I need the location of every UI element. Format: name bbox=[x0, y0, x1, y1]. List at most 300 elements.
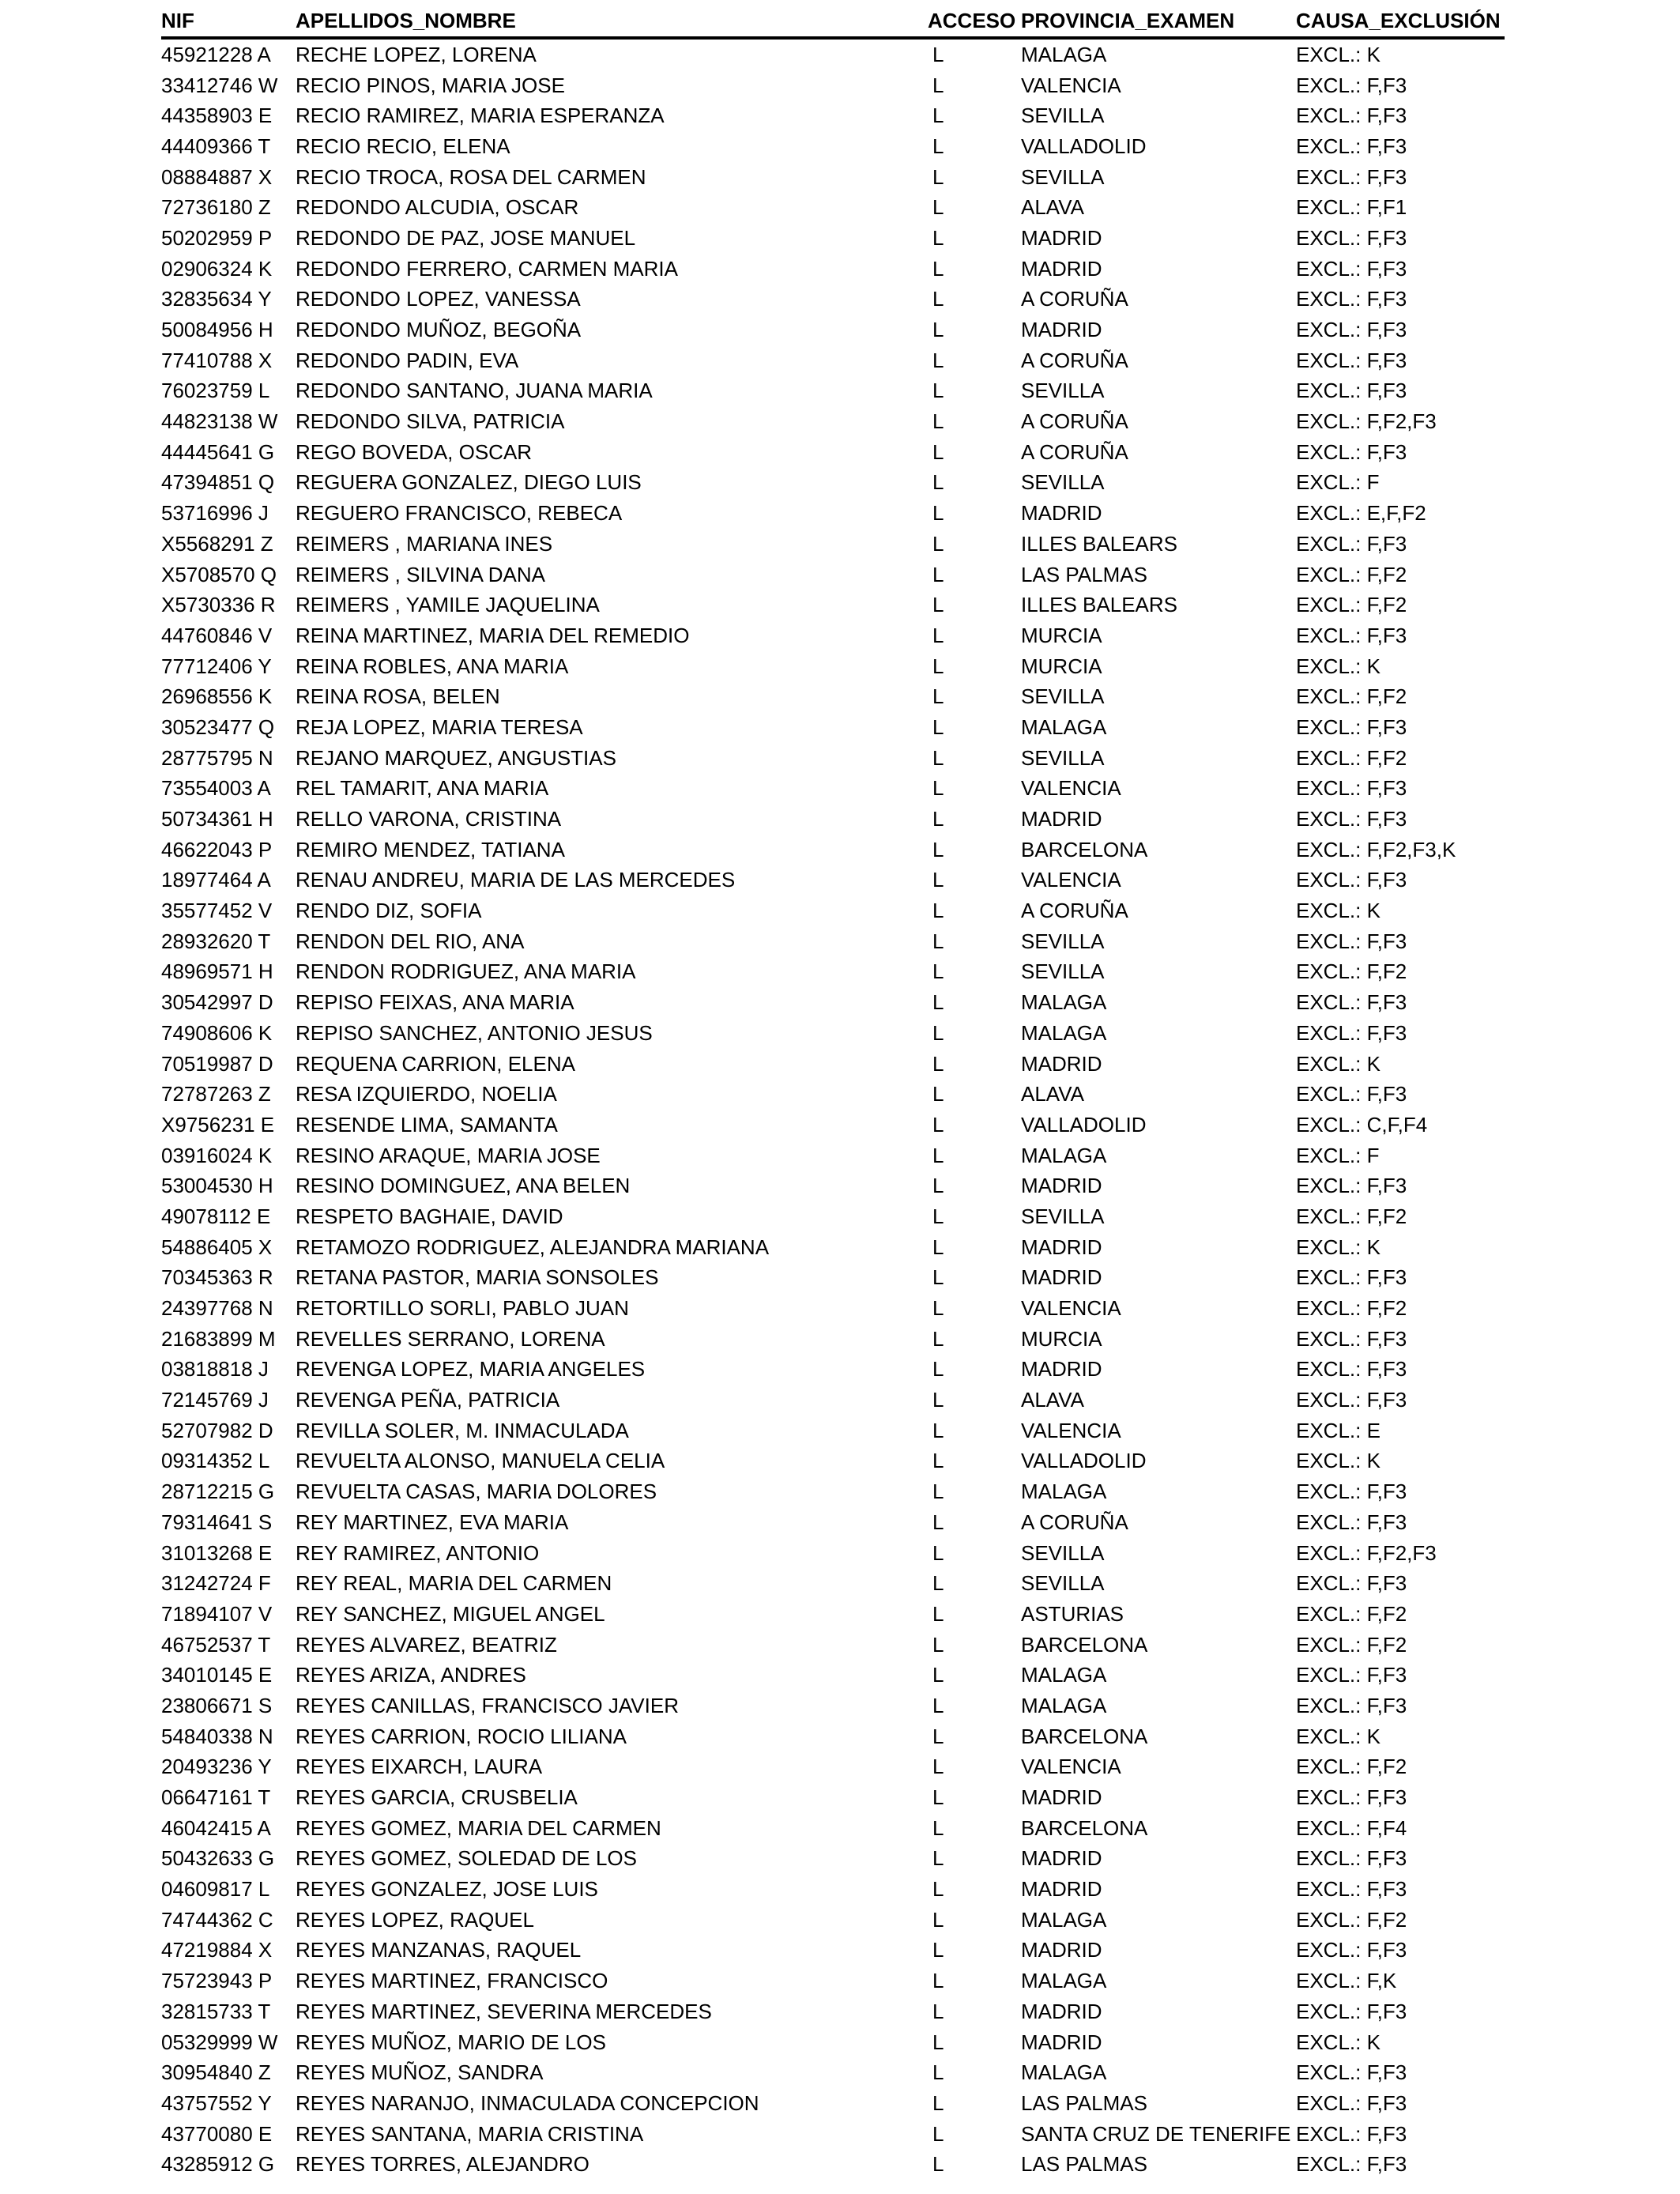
table-row bbox=[161, 192, 1505, 223]
cell-acceso: L bbox=[932, 1999, 944, 2023]
cell-acceso: L bbox=[932, 807, 944, 831]
cell-acceso: L bbox=[932, 929, 944, 953]
cell-nif: 30542997 D bbox=[161, 990, 273, 1015]
table-row bbox=[161, 2027, 1505, 2058]
cell-apellidos-nombre: RECIO RAMIREZ, MARIA ESPERANZA bbox=[296, 104, 665, 128]
cell-causa-exclusion: EXCL.: C,F,F4 bbox=[1296, 1112, 1428, 1137]
cell-provincia-examen: MURCIA bbox=[1021, 1326, 1102, 1351]
cell-nif: 71894107 V bbox=[161, 1601, 273, 1626]
cell-causa-exclusion: EXCL.: F,F3 bbox=[1296, 868, 1407, 892]
cell-acceso: L bbox=[932, 1357, 944, 1382]
table-row bbox=[161, 1324, 1505, 1355]
cell-apellidos-nombre: REPISO FEIXAS, ANA MARIA bbox=[296, 990, 574, 1015]
cell-apellidos-nombre: REY REAL, MARIA DEL CARMEN bbox=[296, 1571, 612, 1596]
cell-nif: 28775795 N bbox=[161, 745, 273, 770]
cell-apellidos-nombre: REVENGA LOPEZ, MARIA ANGELES bbox=[296, 1357, 646, 1382]
table-row bbox=[161, 437, 1505, 468]
cell-apellidos-nombre: REL TAMARIT, ANA MARIA bbox=[296, 776, 549, 801]
cell-apellidos-nombre: REINA MARTINEZ, MARIA DEL REMEDIO bbox=[296, 623, 690, 647]
table-row bbox=[161, 620, 1505, 651]
cell-provincia-examen: MADRID bbox=[1021, 1265, 1102, 1290]
cell-provincia-examen: SEVILLA bbox=[1021, 959, 1105, 984]
cell-nif: 44409366 T bbox=[161, 134, 271, 158]
cell-apellidos-nombre: RENDON RODRIGUEZ, ANA MARIA bbox=[296, 959, 636, 984]
cell-nif: 43770080 E bbox=[161, 2121, 273, 2146]
cell-nif: 46622043 P bbox=[161, 837, 273, 861]
cell-apellidos-nombre: REIMERS , SILVINA DANA bbox=[296, 562, 545, 586]
cell-nif: 70345363 R bbox=[161, 1265, 273, 1290]
table-row bbox=[161, 1507, 1505, 1538]
cell-apellidos-nombre: REDONDO FERRERO, CARMEN MARIA bbox=[296, 256, 678, 281]
cell-causa-exclusion: EXCL.: F,F2 bbox=[1296, 1755, 1407, 1779]
cell-provincia-examen: MURCIA bbox=[1021, 623, 1102, 647]
cell-causa-exclusion: EXCL.: F,F3 bbox=[1296, 164, 1407, 189]
cell-apellidos-nombre: REGO BOVEDA, OSCAR bbox=[296, 439, 533, 464]
cell-apellidos-nombre: REJANO MARQUEZ, ANGUSTIAS bbox=[296, 745, 616, 770]
cell-causa-exclusion: EXCL.: F,F2 bbox=[1296, 1632, 1407, 1657]
cell-apellidos-nombre: REYES GOMEZ, MARIA DEL CARMEN bbox=[296, 1815, 661, 1840]
table-row bbox=[161, 1691, 1505, 1721]
table-row bbox=[161, 1263, 1505, 1294]
cell-nif: 48969571 H bbox=[161, 959, 273, 984]
cell-acceso: L bbox=[932, 104, 944, 128]
table-row bbox=[161, 1752, 1505, 1783]
table-row bbox=[161, 590, 1505, 620]
cell-apellidos-nombre: RESINO ARAQUE, MARIA JOSE bbox=[296, 1143, 601, 1167]
cell-causa-exclusion: EXCL.: F,F3 bbox=[1296, 348, 1407, 372]
cell-acceso: L bbox=[932, 1755, 944, 1779]
cell-causa-exclusion: EXCL.: F,F3 bbox=[1296, 287, 1407, 311]
cell-causa-exclusion: EXCL.: F,F3 bbox=[1296, 714, 1407, 739]
table-row bbox=[161, 131, 1505, 162]
table-row bbox=[161, 1905, 1505, 1936]
header-causa-exclusion: CAUSA_EXCLUSIÓN bbox=[1296, 9, 1501, 32]
cell-provincia-examen: LAS PALMAS bbox=[1021, 2152, 1147, 2177]
cell-acceso: L bbox=[932, 1143, 944, 1167]
cell-causa-exclusion: EXCL.: F bbox=[1296, 1143, 1380, 1167]
cell-provincia-examen: MADRID bbox=[1021, 1174, 1102, 1198]
cell-causa-exclusion: EXCL.: F,F2 bbox=[1296, 684, 1407, 709]
cell-provincia-examen: LAS PALMAS bbox=[1021, 562, 1147, 586]
cell-nif: X5708570 Q bbox=[161, 562, 277, 586]
cell-acceso: L bbox=[932, 1051, 944, 1076]
cell-provincia-examen: VALLADOLID bbox=[1021, 1112, 1147, 1137]
cell-causa-exclusion: EXCL.: F,F2 bbox=[1296, 1907, 1407, 1932]
table-row bbox=[161, 774, 1505, 805]
cell-apellidos-nombre: REGUERO FRANCISCO, REBECA bbox=[296, 501, 623, 526]
cell-apellidos-nombre: RENDON DEL RIO, ANA bbox=[296, 929, 525, 953]
cell-acceso: L bbox=[932, 2030, 944, 2054]
cell-nif: 31242724 F bbox=[161, 1571, 271, 1596]
cell-apellidos-nombre: REVUELTA CASAS, MARIA DOLORES bbox=[296, 1480, 657, 1504]
cell-causa-exclusion: EXCL.: K bbox=[1296, 1724, 1381, 1748]
cell-apellidos-nombre: RELLO VARONA, CRISTINA bbox=[296, 807, 562, 831]
cell-apellidos-nombre: REYES CANILLAS, FRANCISCO JAVIER bbox=[296, 1693, 679, 1717]
cell-apellidos-nombre: REY RAMIREZ, ANTONIO bbox=[296, 1540, 540, 1565]
table-row bbox=[161, 285, 1505, 315]
cell-provincia-examen: ILLES BALEARS bbox=[1021, 531, 1177, 556]
cell-apellidos-nombre: RENAU ANDREU, MARIA DE LAS MERCEDES bbox=[296, 868, 736, 892]
cell-apellidos-nombre: REIMERS , MARIANA INES bbox=[296, 531, 553, 556]
cell-provincia-examen: MADRID bbox=[1021, 1051, 1102, 1076]
table-header-row bbox=[161, 5, 1505, 40]
cell-apellidos-nombre: REVUELTA ALONSO, MANUELA CELIA bbox=[296, 1449, 665, 1473]
table-row bbox=[161, 1385, 1505, 1416]
cell-nif: 32815733 T bbox=[161, 1999, 271, 2023]
cell-acceso: L bbox=[932, 1510, 944, 1534]
cell-apellidos-nombre: RESENDE LIMA, SAMANTA bbox=[296, 1112, 558, 1137]
table-row bbox=[161, 70, 1505, 101]
table-row bbox=[161, 1293, 1505, 1324]
cell-acceso: L bbox=[932, 348, 944, 372]
cell-apellidos-nombre: REDONDO SILVA, PATRICIA bbox=[296, 409, 565, 434]
cell-acceso: L bbox=[932, 1480, 944, 1504]
cell-provincia-examen: ALAVA bbox=[1021, 195, 1084, 220]
cell-apellidos-nombre: REVENGA PEÑA, PATRICIA bbox=[296, 1388, 560, 1412]
cell-apellidos-nombre: RESINO DOMINGUEZ, ANA BELEN bbox=[296, 1174, 631, 1198]
table-row bbox=[161, 1355, 1505, 1385]
cell-apellidos-nombre: REJA LOPEZ, MARIA TERESA bbox=[296, 714, 583, 739]
cell-nif: 30954840 Z bbox=[161, 2060, 271, 2085]
table-row bbox=[161, 1599, 1505, 1630]
cell-nif: 79314641 S bbox=[161, 1510, 273, 1534]
cell-apellidos-nombre: REVELLES SERRANO, LORENA bbox=[296, 1326, 605, 1351]
cell-causa-exclusion: EXCL.: E bbox=[1296, 1418, 1381, 1442]
table-row bbox=[161, 406, 1505, 437]
cell-nif: 02906324 K bbox=[161, 256, 273, 281]
cell-acceso: L bbox=[932, 868, 944, 892]
cell-apellidos-nombre: REDONDO LOPEZ, VANESSA bbox=[296, 287, 581, 311]
cell-nif: 74908606 K bbox=[161, 1020, 273, 1045]
cell-acceso: L bbox=[932, 134, 944, 158]
cell-causa-exclusion: EXCL.: F,F3 bbox=[1296, 1020, 1407, 1045]
cell-apellidos-nombre: REY MARTINEZ, EVA MARIA bbox=[296, 1510, 569, 1534]
cell-causa-exclusion: EXCL.: F,F3 bbox=[1296, 1480, 1407, 1504]
header-provincia-examen: PROVINCIA_EXAMEN bbox=[1021, 9, 1235, 32]
cell-provincia-examen: MALAGA bbox=[1021, 1663, 1107, 1687]
cell-nif: 18977464 A bbox=[161, 868, 271, 892]
cell-apellidos-nombre: REYES MUÑOZ, MARIO DE LOS bbox=[296, 2030, 606, 2054]
cell-acceso: L bbox=[932, 1877, 944, 1902]
table-row bbox=[161, 1110, 1505, 1140]
cell-causa-exclusion: EXCL.: F,F2,F3 bbox=[1296, 409, 1437, 434]
cell-apellidos-nombre: REYES MARTINEZ, FRANCISCO bbox=[296, 1969, 608, 1993]
cell-apellidos-nombre: REYES GOMEZ, SOLEDAD DE LOS bbox=[296, 1846, 637, 1871]
table-row bbox=[161, 529, 1505, 560]
table-body bbox=[161, 40, 1505, 2180]
table-row bbox=[161, 1996, 1505, 2027]
cell-apellidos-nombre: RETANA PASTOR, MARIA SONSOLES bbox=[296, 1265, 659, 1290]
table-row bbox=[161, 1476, 1505, 1507]
cell-causa-exclusion: EXCL.: F,F3 bbox=[1296, 134, 1407, 158]
table-row bbox=[161, 865, 1505, 896]
cell-nif: 33412746 W bbox=[161, 73, 278, 97]
cell-nif: X5730336 R bbox=[161, 593, 276, 617]
table-row bbox=[161, 1782, 1505, 1813]
cell-acceso: L bbox=[932, 776, 944, 801]
cell-provincia-examen: MADRID bbox=[1021, 1235, 1102, 1259]
cell-causa-exclusion: EXCL.: F,F3 bbox=[1296, 1388, 1407, 1412]
cell-acceso: L bbox=[932, 1449, 944, 1473]
cell-provincia-examen: MADRID bbox=[1021, 1357, 1102, 1382]
cell-apellidos-nombre: REINA ROBLES, ANA MARIA bbox=[296, 654, 569, 678]
cell-causa-exclusion: EXCL.: F,F3 bbox=[1296, 225, 1407, 250]
cell-causa-exclusion: EXCL.: F,F4 bbox=[1296, 1815, 1407, 1840]
cell-causa-exclusion: EXCL.: F,F3 bbox=[1296, 531, 1407, 556]
cell-causa-exclusion: EXCL.: F,F2 bbox=[1296, 1204, 1407, 1228]
cell-apellidos-nombre: REYES MANZANAS, RAQUEL bbox=[296, 1938, 582, 1962]
cell-apellidos-nombre: REYES MARTINEZ, SEVERINA MERCEDES bbox=[296, 1999, 712, 2023]
cell-acceso: L bbox=[932, 42, 944, 66]
cell-apellidos-nombre: REIMERS , YAMILE JAQUELINA bbox=[296, 593, 600, 617]
cell-causa-exclusion: EXCL.: K bbox=[1296, 899, 1381, 923]
cell-provincia-examen: MALAGA bbox=[1021, 1020, 1107, 1045]
table-row bbox=[161, 987, 1505, 1018]
cell-acceso: L bbox=[932, 225, 944, 250]
cell-causa-exclusion: EXCL.: F,F2,F3 bbox=[1296, 1540, 1437, 1565]
cell-provincia-examen: MADRID bbox=[1021, 1938, 1102, 1962]
cell-apellidos-nombre: REMIRO MENDEZ, TATIANA bbox=[296, 837, 565, 861]
cell-provincia-examen: A CORUÑA bbox=[1021, 409, 1128, 434]
cell-nif: 23806671 S bbox=[161, 1693, 273, 1717]
cell-nif: 32835634 Y bbox=[161, 287, 272, 311]
cell-provincia-examen: SEVILLA bbox=[1021, 1540, 1105, 1565]
cell-acceso: L bbox=[932, 2060, 944, 2085]
table-row bbox=[161, 1568, 1505, 1599]
cell-nif: 44358903 E bbox=[161, 104, 273, 128]
cell-apellidos-nombre: REYES LOPEZ, RAQUEL bbox=[296, 1907, 534, 1932]
cell-provincia-examen: A CORUÑA bbox=[1021, 348, 1128, 372]
table-row bbox=[161, 376, 1505, 407]
cell-acceso: L bbox=[932, 1907, 944, 1932]
cell-causa-exclusion: EXCL.: F,K bbox=[1296, 1969, 1397, 1993]
cell-provincia-examen: LAS PALMAS bbox=[1021, 2090, 1147, 2115]
table-row bbox=[161, 1018, 1505, 1049]
cell-causa-exclusion: EXCL.: K bbox=[1296, 42, 1381, 66]
cell-acceso: L bbox=[932, 837, 944, 861]
table-row bbox=[161, 1630, 1505, 1661]
cell-nif: 75723943 P bbox=[161, 1969, 273, 1993]
cell-acceso: L bbox=[932, 1724, 944, 1748]
cell-acceso: L bbox=[932, 1815, 944, 1840]
cell-provincia-examen: SEVILLA bbox=[1021, 1571, 1105, 1596]
cell-provincia-examen: MALAGA bbox=[1021, 1480, 1107, 1504]
cell-causa-exclusion: EXCL.: F,F2 bbox=[1296, 959, 1407, 984]
table-row bbox=[161, 681, 1505, 712]
cell-apellidos-nombre: RECIO PINOS, MARIA JOSE bbox=[296, 73, 565, 97]
cell-nif: 50734361 H bbox=[161, 807, 273, 831]
cell-provincia-examen: A CORUÑA bbox=[1021, 287, 1128, 311]
cell-causa-exclusion: EXCL.: F,F2,F3,K bbox=[1296, 837, 1456, 861]
cell-provincia-examen: MALAGA bbox=[1021, 1969, 1107, 1993]
table-row bbox=[161, 2088, 1505, 2119]
cell-nif: 72736180 Z bbox=[161, 195, 271, 220]
cell-nif: 08884887 X bbox=[161, 164, 273, 189]
cell-apellidos-nombre: RECHE LOPEZ, LORENA bbox=[296, 42, 537, 66]
cell-acceso: L bbox=[932, 1082, 944, 1106]
cell-provincia-examen: BARCELONA bbox=[1021, 837, 1148, 861]
cell-apellidos-nombre: RECIO RECIO, ELENA bbox=[296, 134, 510, 158]
cell-apellidos-nombre: REDONDO PADIN, EVA bbox=[296, 348, 519, 372]
cell-causa-exclusion: EXCL.: K bbox=[1296, 2030, 1381, 2054]
cell-acceso: L bbox=[932, 439, 944, 464]
table-row bbox=[161, 835, 1505, 865]
cell-provincia-examen: SEVILLA bbox=[1021, 929, 1105, 953]
cell-apellidos-nombre: REYES SANTANA, MARIA CRISTINA bbox=[296, 2121, 644, 2146]
cell-causa-exclusion: EXCL.: F,F3 bbox=[1296, 73, 1407, 97]
cell-acceso: L bbox=[932, 1663, 944, 1687]
cell-nif: 45921228 A bbox=[161, 42, 271, 66]
cell-apellidos-nombre: REYES CARRION, ROCIO LILIANA bbox=[296, 1724, 627, 1748]
cell-acceso: L bbox=[932, 2152, 944, 2177]
cell-causa-exclusion: EXCL.: F,F3 bbox=[1296, 318, 1407, 342]
cell-acceso: L bbox=[932, 501, 944, 526]
table-row bbox=[161, 100, 1505, 131]
table-row bbox=[161, 40, 1505, 70]
header-nif: NIF bbox=[161, 9, 194, 32]
cell-causa-exclusion: EXCL.: F,F3 bbox=[1296, 379, 1407, 403]
cell-causa-exclusion: EXCL.: F,F3 bbox=[1296, 1877, 1407, 1902]
cell-provincia-examen: ALAVA bbox=[1021, 1388, 1084, 1412]
cell-acceso: L bbox=[932, 195, 944, 220]
cell-causa-exclusion: EXCL.: F,F3 bbox=[1296, 1510, 1407, 1534]
cell-acceso: L bbox=[932, 1296, 944, 1321]
cell-acceso: L bbox=[932, 287, 944, 311]
cell-acceso: L bbox=[932, 1938, 944, 1962]
cell-apellidos-nombre: REYES EIXARCH, LAURA bbox=[296, 1755, 543, 1779]
table-row bbox=[161, 1201, 1505, 1232]
cell-causa-exclusion: EXCL.: F,F3 bbox=[1296, 1999, 1407, 2023]
cell-nif: 20493236 Y bbox=[161, 1755, 272, 1779]
cell-acceso: L bbox=[932, 1235, 944, 1259]
cell-nif: 76023759 L bbox=[161, 379, 270, 403]
table-row bbox=[161, 1660, 1505, 1691]
cell-nif: 73554003 A bbox=[161, 776, 271, 801]
cell-nif: 44760846 V bbox=[161, 623, 273, 647]
cell-causa-exclusion: EXCL.: F,F3 bbox=[1296, 2090, 1407, 2115]
cell-nif: 06647161 T bbox=[161, 1785, 271, 1810]
cell-nif: 53716996 J bbox=[161, 501, 269, 526]
cell-apellidos-nombre: RETAMOZO RODRIGUEZ, ALEJANDRA MARIANA bbox=[296, 1235, 770, 1259]
cell-provincia-examen: MADRID bbox=[1021, 318, 1102, 342]
cell-causa-exclusion: EXCL.: F,F2 bbox=[1296, 593, 1407, 617]
table-row bbox=[161, 2119, 1505, 2150]
cell-nif: 34010145 E bbox=[161, 1663, 273, 1687]
cell-causa-exclusion: EXCL.: F,F3 bbox=[1296, 2060, 1407, 2085]
table-row bbox=[161, 1538, 1505, 1569]
cell-nif: 03916024 K bbox=[161, 1143, 273, 1167]
cell-causa-exclusion: EXCL.: F,F3 bbox=[1296, 1693, 1407, 1717]
cell-apellidos-nombre: REYES MUÑOZ, SANDRA bbox=[296, 2060, 544, 2085]
cell-provincia-examen: MALAGA bbox=[1021, 42, 1107, 66]
cell-provincia-examen: VALLADOLID bbox=[1021, 134, 1147, 158]
cell-nif: 77712406 Y bbox=[161, 654, 272, 678]
cell-causa-exclusion: EXCL.: F,F3 bbox=[1296, 104, 1407, 128]
cell-apellidos-nombre: REY SANCHEZ, MIGUEL ANGEL bbox=[296, 1601, 605, 1626]
table-row bbox=[161, 1416, 1505, 1446]
cell-provincia-examen: SEVILLA bbox=[1021, 379, 1105, 403]
table-row bbox=[161, 1844, 1505, 1875]
cell-nif: 09314352 L bbox=[161, 1449, 270, 1473]
cell-acceso: L bbox=[932, 470, 944, 495]
cell-causa-exclusion: EXCL.: F,F3 bbox=[1296, 1265, 1407, 1290]
cell-apellidos-nombre: REDONDO MUÑOZ, BEGOÑA bbox=[296, 318, 582, 342]
cell-provincia-examen: SEVILLA bbox=[1021, 745, 1105, 770]
cell-acceso: L bbox=[932, 1112, 944, 1137]
cell-nif: 43285912 G bbox=[161, 2152, 275, 2177]
table-row bbox=[161, 651, 1505, 682]
cell-acceso: L bbox=[932, 654, 944, 678]
cell-causa-exclusion: EXCL.: F,F3 bbox=[1296, 1082, 1407, 1106]
table-row bbox=[161, 498, 1505, 529]
table-row bbox=[161, 315, 1505, 345]
cell-apellidos-nombre: REYES TORRES, ALEJANDRO bbox=[296, 2152, 590, 2177]
cell-nif: 52707982 D bbox=[161, 1418, 273, 1442]
cell-provincia-examen: SEVILLA bbox=[1021, 684, 1105, 709]
cell-acceso: L bbox=[932, 562, 944, 586]
header-apellidos-nombre: APELLIDOS_NOMBRE bbox=[296, 9, 516, 32]
cell-nif: 50084956 H bbox=[161, 318, 273, 342]
cell-provincia-examen: VALENCIA bbox=[1021, 73, 1121, 97]
cell-provincia-examen: MADRID bbox=[1021, 1846, 1102, 1871]
table-row bbox=[161, 468, 1505, 499]
cell-causa-exclusion: EXCL.: F,F3 bbox=[1296, 1357, 1407, 1382]
cell-causa-exclusion: EXCL.: F,F3 bbox=[1296, 1846, 1407, 1871]
cell-provincia-examen: MADRID bbox=[1021, 501, 1102, 526]
cell-provincia-examen: SEVILLA bbox=[1021, 470, 1105, 495]
cell-provincia-examen: MURCIA bbox=[1021, 654, 1102, 678]
cell-nif: 44445641 G bbox=[161, 439, 275, 464]
cell-causa-exclusion: EXCL.: F,F3 bbox=[1296, 1938, 1407, 1962]
cell-nif: 46752537 T bbox=[161, 1632, 271, 1657]
cell-provincia-examen: MALAGA bbox=[1021, 990, 1107, 1015]
cell-nif: 50202959 P bbox=[161, 225, 273, 250]
cell-provincia-examen: ALAVA bbox=[1021, 1082, 1084, 1106]
cell-apellidos-nombre: REGUERA GONZALEZ, DIEGO LUIS bbox=[296, 470, 642, 495]
table-row bbox=[161, 254, 1505, 285]
cell-acceso: L bbox=[932, 1601, 944, 1626]
cell-provincia-examen: VALLADOLID bbox=[1021, 1449, 1147, 1473]
cell-provincia-examen: MADRID bbox=[1021, 1785, 1102, 1810]
cell-apellidos-nombre: REDONDO ALCUDIA, OSCAR bbox=[296, 195, 579, 220]
cell-acceso: L bbox=[932, 1571, 944, 1596]
cell-nif: 24397768 N bbox=[161, 1296, 273, 1321]
table-row bbox=[161, 1049, 1505, 1080]
table-row bbox=[161, 1079, 1505, 1110]
cell-provincia-examen: BARCELONA bbox=[1021, 1815, 1148, 1840]
table-row bbox=[161, 223, 1505, 254]
cell-causa-exclusion: EXCL.: F,F3 bbox=[1296, 807, 1407, 831]
cell-acceso: L bbox=[932, 164, 944, 189]
cell-provincia-examen: MALAGA bbox=[1021, 2060, 1107, 2085]
cell-causa-exclusion: EXCL.: F,F3 bbox=[1296, 1326, 1407, 1351]
cell-nif: 31013268 E bbox=[161, 1540, 273, 1565]
cell-provincia-examen: VALENCIA bbox=[1021, 1755, 1121, 1779]
table-row bbox=[161, 895, 1505, 926]
cell-acceso: L bbox=[932, 745, 944, 770]
cell-causa-exclusion: EXCL.: F,F3 bbox=[1296, 623, 1407, 647]
cell-apellidos-nombre: REYES ALVAREZ, BEATRIZ bbox=[296, 1632, 557, 1657]
table-row bbox=[161, 560, 1505, 590]
cell-nif: 28712215 G bbox=[161, 1480, 275, 1504]
cell-provincia-examen: A CORUÑA bbox=[1021, 1510, 1128, 1534]
cell-provincia-examen: SEVILLA bbox=[1021, 104, 1105, 128]
cell-nif: 47394851 Q bbox=[161, 470, 275, 495]
cell-apellidos-nombre: RESPETO BAGHAIE, DAVID bbox=[296, 1204, 563, 1228]
table-row bbox=[161, 162, 1505, 193]
cell-apellidos-nombre: REVILLA SOLER, M. INMACULADA bbox=[296, 1418, 629, 1442]
cell-provincia-examen: ILLES BALEARS bbox=[1021, 593, 1177, 617]
